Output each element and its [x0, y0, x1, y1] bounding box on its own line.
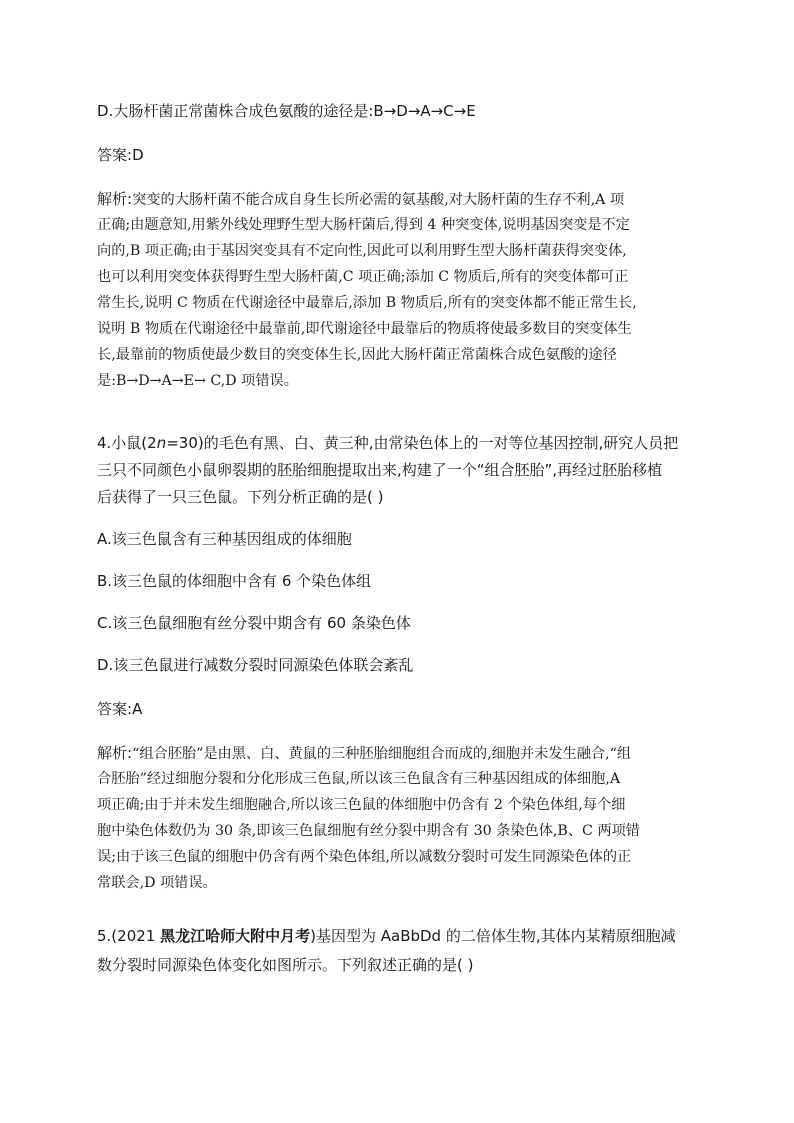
analysis-line: 误;由于该三色鼠的细胞中仍含有两个染色体组,所以减数分裂时可发生同源染色体的正: [97, 849, 632, 865]
analysis-line: 向的,B 项正确;由于基因突变具有不定向性,因此可以利用野生型大肠杆菌获得突变体,: [97, 243, 627, 259]
answer-label: 答案:: [97, 700, 133, 718]
q4-answer: [97, 699, 142, 719]
answer-value: A: [132, 700, 143, 718]
stem-line: 三只不同颜色小鼠卵裂期的胚胎细胞提取出来,构建了一个“组合胚胎”,再经过胚胎移植: [97, 461, 663, 479]
q4-option-c: C.该三色鼠细胞有丝分裂中期含有 60 条染色体: [97, 614, 411, 632]
answer-value: D: [132, 146, 144, 164]
analysis-line: 胞中染色体数仍为 30 条,即该三色鼠细胞有丝分裂中期含有 30 条染色体,B、C 两项错: [97, 823, 640, 839]
analysis-line: 说明 B 物质在代谢途径中最靠前,即代谢途径中最靠后的物质将使最多数目的突变体生: [97, 321, 632, 337]
analysis-line: 也可以利用突变体获得野生型大肠杆菌,C 项正确;添加 C 物质后,所有的突变体都可正: [97, 269, 629, 285]
q4-option-a: A.该三色鼠含有三种基因组成的体细胞: [97, 530, 352, 548]
analysis-line: 长,最靠前的物质使最少数目的突变体生长,因此大肠杆菌正常菌株合成色氨酸的途径: [97, 347, 617, 363]
analysis-line: 常生长,说明 C 物质在代谢途径中最靠后,添加 B 物质后,所有的突变体都不能正常生长,: [97, 295, 637, 311]
analysis-line: 解析:“组合胚胎”是由黑、白、黄鼠的三种胚胎细胞组合而成的,细胞并未发生融合,“组: [97, 744, 632, 762]
question-source: 黑龙江哈师大附中月考: [160, 927, 311, 945]
analysis-label: 解析:: [97, 744, 133, 762]
analysis-line: 是:B→D→A→E→ C,D 项错误。: [97, 373, 298, 389]
q4-option-b: B.该三色鼠的体细胞中含有 6 个染色体组: [97, 572, 372, 590]
analysis-line: 常联会,D 项错误。: [97, 875, 217, 891]
answer-label: 答案:: [97, 146, 133, 164]
analysis-line: 合胚胎”经过细胞分裂和分化形成三色鼠,所以该三色鼠含有三种基因组成的体细胞,A: [97, 771, 621, 787]
analysis-line: 项正确;由于并未发生细胞融合,所以该三色鼠的体细胞中仍含有 2 个染色体组,每个细: [97, 797, 626, 813]
stem-line: 后获得了一只三色鼠。下列分析正确的是( ): [97, 488, 384, 506]
stem-line: 数分裂时同源染色体变化如图所示。下列叙述正确的是( ): [97, 956, 474, 974]
analysis-label: 解析:: [97, 190, 133, 208]
analysis-line: 正确;由题意知,用紫外线处理野生型大肠杆菌后,得到 4 种突变体,说明基因突变是不定: [97, 217, 630, 233]
q3-option-d: D.大肠杆菌正常菌株合成色氨酸的途径是:B→D→A→C→E: [97, 102, 476, 120]
q4-option-d: D.该三色鼠进行减数分裂时同源染色体联会紊乱: [97, 656, 414, 674]
stem-line: 5.(2021 黑龙江哈师大附中月考)基因型为 AaBbDd 的二倍体生物,其体内某精原细胞减: [97, 927, 676, 945]
analysis-line: 解析:突变的大肠杆菌不能合成自身生长所必需的氨基酸,对大肠杆菌的生存不利,A 项: [97, 190, 625, 208]
q3-answer: [97, 145, 144, 165]
stem-line: 4.小鼠(2n=30)的毛色有黑、白、黄三种,由常染色体上的一对等位基因控制,研究人员把: [97, 434, 679, 452]
